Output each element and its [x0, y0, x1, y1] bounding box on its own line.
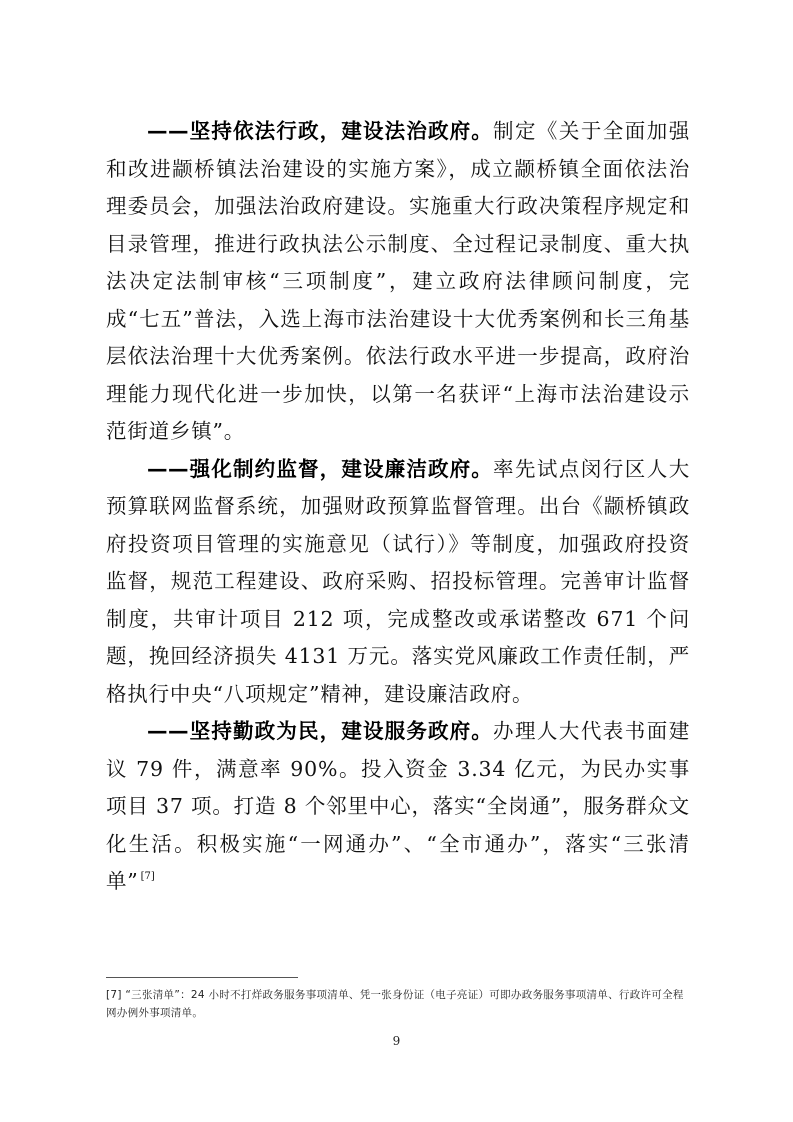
footnote-reference[interactable]: [7]: [140, 871, 155, 882]
footnote-separator: [106, 977, 298, 978]
paragraph-text: 制定《关于全面加强和改进颛桥镇法治建设的实施方案》，成立颛桥镇全面依法治理委员会，加强法治政府建设。实施重大行政决策程序规定和目录管理，推进行政执法公示制度、全过程记录制度、重大执法决定法制审核“三项制度”，建立政府法律顾问制度，完成“七五”普法，入选上海市法治建设十大优秀案例和长三角基层依法治理十大优秀案例。依法行政水平进一步提高，政府治理能力现代化进一步加快，以第一名获评“上海市法治建设示范街道乡镇”。: [106, 119, 691, 443]
body-text: [106, 113, 690, 901]
footnote: [106, 986, 690, 1022]
footnote-text: “三张清单”：24 小时不打烊政务服务事项清单、凭一张身份证（电子亮证）可即办政务服务事项清单、行政许可全程网办例外事项清单。: [106, 989, 684, 1019]
paragraph-heading: ——坚持依法行政，建设法治政府。: [147, 119, 493, 143]
paragraph-text: 办理人大代表书面建议 79 件，满意率 90%。投入资金 3.34 亿元，为民办实事项目 37 项。打造 8 个邻里中心，落实“全岗通”，服务群众文化生活。积极实施“一网通办”、“全市通办”，落实“三张清单”: [106, 719, 691, 893]
paragraph-clean-government: [106, 451, 690, 714]
paragraph-rule-of-law: [106, 113, 690, 451]
paragraph-service-government: [106, 713, 690, 901]
paragraph-text: 率先试点闵行区人大预算联网监督系统，加强财政预算监督管理。出台《颛桥镇政府投资项目管理的实施意见（试行）》等制度，加强政府投资监督，规范工程建设、政府采购、招投标管理。完善审计监督制度，共审计项目 212 项，完成整改或承诺整改 671 个问题，挽回经济损失 4131 万元。落实党风廉政工作责任制，严格执行中央“八项规定”精神，建设廉洁政府。: [106, 456, 691, 706]
page-number: 9: [392, 1034, 401, 1048]
paragraph-heading: ——坚持勤政为民，建设服务政府。: [147, 719, 493, 743]
paragraph-heading: ——强化制约监督，建设廉洁政府。: [147, 456, 493, 481]
footnote-marker: [7]: [106, 989, 122, 1001]
